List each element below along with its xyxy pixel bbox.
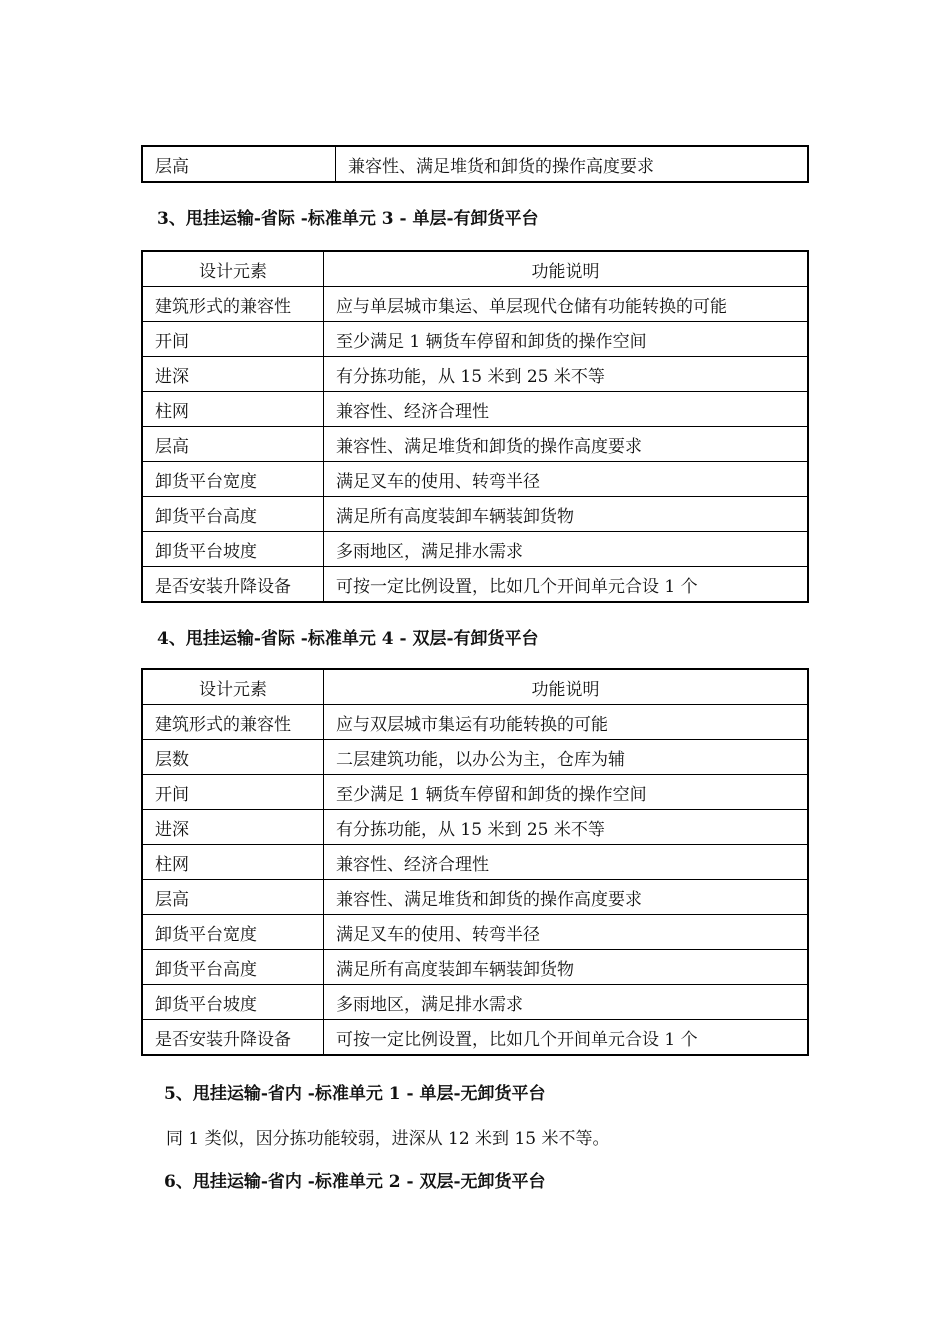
table-cell-description: 兼容性、满足堆货和卸货的操作高度要求	[324, 427, 809, 462]
table-cell-description: 多雨地区，满足排水需求	[324, 532, 809, 567]
table-cell-element: 柱网	[142, 845, 324, 880]
column-header-description: 功能说明	[324, 251, 809, 287]
table-cell-element: 层数	[142, 740, 324, 775]
table-cell-description: 满足所有高度装卸车辆装卸货物	[324, 497, 809, 532]
table-cell-element: 层高	[142, 146, 336, 182]
table-cell-element: 建筑形式的兼容性	[142, 287, 324, 322]
table-row	[142, 462, 808, 497]
table-cell-description: 兼容性、经济合理性	[324, 845, 809, 880]
section-4-heading: 4、甩挂运输-省际 -标准单元 4 - 双层-有卸货平台	[157, 629, 539, 649]
section-3-heading: 3、甩挂运输-省际 -标准单元 3 - 单层-有卸货平台	[157, 209, 539, 229]
table-row	[142, 740, 808, 775]
table-cell-description: 应与双层城市集运有功能转换的可能	[324, 705, 809, 740]
table-cell-element: 建筑形式的兼容性	[142, 705, 324, 740]
table-cell-description: 兼容性、经济合理性	[324, 392, 809, 427]
table-row	[142, 497, 808, 532]
section-6-heading: 6、甩挂运输-省内 -标准单元 2 - 双层-无卸货平台	[164, 1172, 546, 1192]
column-header-element: 设计元素	[142, 669, 324, 705]
table-cell-description: 至少满足 1 辆货车停留和卸货的操作空间	[324, 322, 809, 357]
table-cell-description: 兼容性、满足堆货和卸货的操作高度要求	[324, 880, 809, 915]
table-row	[142, 1020, 808, 1056]
table-row	[142, 287, 808, 322]
section-4-table	[141, 668, 809, 1056]
table-cell-description: 应与单层城市集运、单层现代仓储有功能转换的可能	[324, 287, 809, 322]
table-row	[142, 357, 808, 392]
table-cell-element: 层高	[142, 427, 324, 462]
table-row	[142, 427, 808, 462]
table-row	[142, 322, 808, 357]
section-3-table	[141, 250, 809, 603]
table-row	[142, 985, 808, 1020]
table-row	[142, 915, 808, 950]
table-row	[142, 950, 808, 985]
table-cell-element: 柱网	[142, 392, 324, 427]
table-cell-element: 卸货平台高度	[142, 950, 324, 985]
section-5-heading: 5、甩挂运输-省内 -标准单元 1 - 单层-无卸货平台	[164, 1084, 546, 1104]
table-header-row	[142, 669, 808, 705]
table-row	[142, 392, 808, 427]
table-cell-element: 开间	[142, 775, 324, 810]
table-row	[142, 567, 808, 603]
table-header-row	[142, 251, 808, 287]
table-cell-element: 卸货平台宽度	[142, 462, 324, 497]
table-cell-description: 满足叉车的使用、转弯半径	[324, 462, 809, 497]
table-cell-description: 二层建筑功能，以办公为主，仓库为辅	[324, 740, 809, 775]
table-cell-element: 进深	[142, 357, 324, 392]
table-cell-element: 卸货平台高度	[142, 497, 324, 532]
table-cell-element: 卸货平台坡度	[142, 985, 324, 1020]
table-cell-element: 卸货平台坡度	[142, 532, 324, 567]
table-cell-element: 进深	[142, 810, 324, 845]
section-5-paragraph: 同 1 类似，因分拣功能较弱，进深从 12 米到 15 米不等。	[166, 1129, 610, 1149]
table-row	[142, 880, 808, 915]
table-cell-description: 兼容性、满足堆货和卸货的操作高度要求	[336, 146, 809, 182]
table-cell-element: 是否安装升降设备	[142, 567, 324, 603]
table-cell-description: 可按一定比例设置，比如几个开间单元合设 1 个	[324, 567, 809, 603]
table-row	[142, 146, 808, 182]
table-cell-description: 满足叉车的使用、转弯半径	[324, 915, 809, 950]
table-cell-description: 可按一定比例设置，比如几个开间单元合设 1 个	[324, 1020, 809, 1056]
table-cell-element: 层高	[142, 880, 324, 915]
table-cell-description: 有分拣功能，从 15 米到 25 米不等	[324, 810, 809, 845]
table-cell-description: 有分拣功能，从 15 米到 25 米不等	[324, 357, 809, 392]
column-header-description: 功能说明	[324, 669, 809, 705]
top-table	[141, 145, 809, 183]
table-row	[142, 810, 808, 845]
column-header-element: 设计元素	[142, 251, 324, 287]
table-row	[142, 705, 808, 740]
table-cell-description: 多雨地区，满足排水需求	[324, 985, 809, 1020]
table-row	[142, 775, 808, 810]
table-row	[142, 532, 808, 567]
table-cell-element: 卸货平台宽度	[142, 915, 324, 950]
table-cell-element: 是否安装升降设备	[142, 1020, 324, 1056]
table-cell-description: 至少满足 1 辆货车停留和卸货的操作空间	[324, 775, 809, 810]
table-row	[142, 845, 808, 880]
table-cell-description: 满足所有高度装卸车辆装卸货物	[324, 950, 809, 985]
table-cell-element: 开间	[142, 322, 324, 357]
